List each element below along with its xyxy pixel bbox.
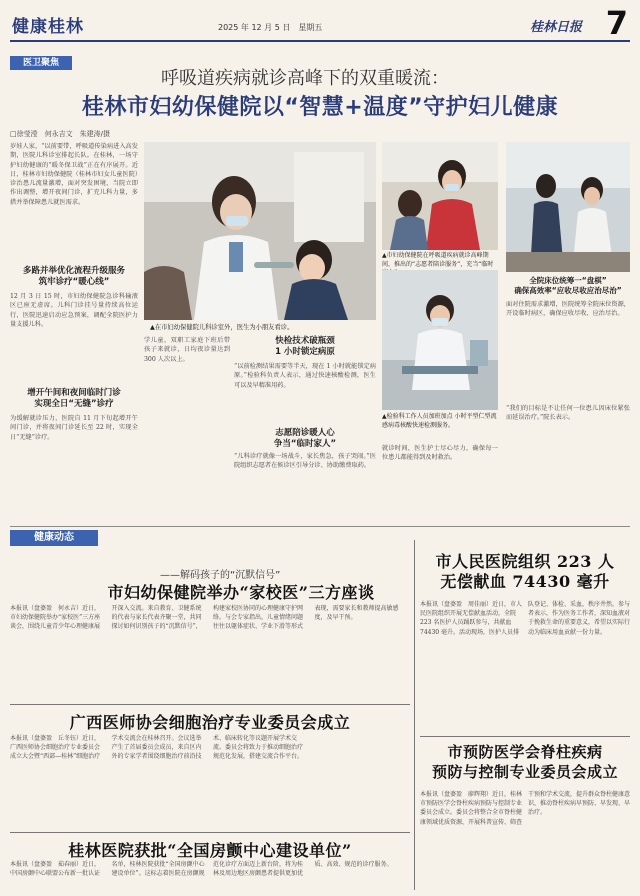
column-rule [414, 540, 415, 890]
page-header [10, 4, 630, 42]
story-kicker: 呼吸道疾病就诊高峰下的双重暖流： [161, 68, 449, 89]
news2-body: 本报讯（盘婆盈 周佳丽）近日，市人民医院组织开展无偿献血活动，全院 223 名医护人员踊跃参与，共献血 74430 毫升。活动现场，医护人员排队登记、体检、采血，秩序井然。参与者表示，作为医务工作者，深知血液对于挽救生命的重要意义，希望以实际行动为临床用血贡献一份力量。 [420, 601, 630, 636]
rule-news3 [10, 832, 410, 833]
news1-kicker: ——解码孩子的“沉默信号” [160, 570, 281, 581]
story-text-col2a: 学儿童，双职工家庭下班后带孩子来就诊，日均夜诊量达到 300 人次以上。 [144, 337, 230, 363]
news-section-tag: 健康动态 [10, 530, 98, 546]
subhead-volunteer: 志愿陪诊暖人心 争当“临时家人” [273, 428, 337, 449]
story-headline: 桂林市妇幼保健院以“智慧+温度”守护妇儿健康 [81, 95, 559, 120]
photo-waiting-area [506, 142, 630, 272]
story-text-col1a: 岁娃人家，“以前要带，呼吸道传染病进入高发期，医院儿科诊室排起长队。在桂林，一场守护妇幼健康的“暖冬保卫战”正在有序展开。近日，桂林市妇幼保健院（桂林市妇女儿童医院）诊治患儿流量激增，面对突发困境，当院立即作出调整，增开夜间门诊，扩充儿科力量，多措并举保障患儿就医需求。 [10, 143, 138, 206]
subhead-bed-coordination: 全院床位统筹一“盘棋” 确保高效率“应收尽收应治尽治” [514, 276, 622, 295]
story-text-col4a: 面对住院需求激增，医院统筹全院床位资源，开设临时病区，确保应收尽收、应治尽治。 [506, 301, 630, 318]
story-text-col2b: “以前检测结果需要等半天，现在 1 小时就能锁定病原。”检验科负责人表示，通过快速核酸检测，医生可以及早精准用药。 [234, 363, 376, 389]
story-text-col3a: 就诊时间，医生护士尽心尽力，确保每一位患儿都能得到及时救治。 [382, 445, 498, 462]
caption-volunteer: ▲市妇幼保健院在呼吸道疾病就诊高峰期间，推出的“志愿者陪诊服务”，充当“临时 [382, 252, 494, 268]
story-text-col4b: “我们的目标是不让任何一位患儿因床位紧张而延误治疗。”院长表示。 [506, 405, 630, 422]
photo-lab [382, 270, 498, 410]
news2-headline: 市人民医院组织 223 人 无偿献血 74430 毫升 [435, 552, 615, 591]
story-text-col2c: “儿科诊疗就像一场战斗，家长焦急，孩子哭闹。”医院组织志愿者在候诊区引导分诊、协助缴费取药。 [234, 453, 376, 470]
caption-lab: ▲检验科工作人员加班加点 小时平型仁型流感病毒核酸快速检测服务。 [382, 413, 497, 429]
issue-date: 2025 年 12 月 5 日 星期五 [218, 23, 323, 32]
news4-headline: 市预防医学会脊柱疾病 预防与控制专业委员会成立 [431, 743, 618, 781]
page-number: 7 [605, 4, 628, 42]
photo-volunteer [382, 142, 498, 250]
subhead-optimize: 多路并举优化流程升级服务 筑牢诊疗“暖心线” [22, 266, 125, 287]
caption-pediatric: ▲在市妇幼保健院儿科诊室外，医生为小朋友看诊。 [150, 324, 294, 331]
rule-news1 [10, 704, 410, 705]
story-byline: □徐莹滢 何永吉文 朱建涛/摄 [10, 130, 110, 138]
story-text-col1c: 为缓解就诊压力，医院自 11 月下旬起增开午间门诊，并将夜间门诊延长至 22 时，实现全日“无缝”诊疗。 [10, 415, 138, 441]
photo-pediatric-exam [144, 142, 376, 320]
subhead-extra-clinic: 增开午间和夜间临时门诊 实现全日“无缝”诊疗 [27, 388, 121, 409]
section-divider [10, 526, 630, 527]
news3-body: 本报讯（盘婆盈 丘冬钰）近日，广西医师协会细胞治疗专业委员会成立大会暨“西部—桂林”细胞治疗学术交流会在桂林召开。会议选举产生了首届委员会成员，来自区内外的专家学者围绕细胞治疗前沿技术、临床转化等议题开展学术交流。委员会将致力于推动细胞治疗规范化发展，搭建交流合作平台。 [10, 735, 304, 761]
story-text-col1b: 12 月 3 日 15 时，市妇幼保健院急诊科输液区已座无虚席。儿科门诊挂号量持续高位运行，医院迅速启动应急预案，调配全院医护力量支援儿科。 [10, 293, 138, 328]
column-tag: 医卫聚焦 [10, 56, 72, 70]
news1-body: 本报讯（盘婆盈 何永吉）近日，市妇幼保健院举办“家校医”三方座谈会，围绕儿童青少年心理健康展开深入交流。来自教育、卫健系统的代表与家长代表齐聚一堂，共同探讨如何识别孩子的“沉默信号”，构建家校医协同的心理健康守护网络。与会专家指出，儿童情绪问题往往以躯体症状、学业下滑等形式表现，需要家长和教师提高敏感度，及早干预。 [10, 605, 399, 631]
news5-headline: 桂林医院获批“全国房颤中心建设单位” [68, 841, 352, 860]
section-title: 健康桂林 [12, 17, 84, 37]
news4-body: 本报讯（盘婆盈 廖辉翔）近日，桂林市预防医学会脊柱疾病预防与控制专业委员会成立。委员会将整合全市脊柱健康领域优质资源，开展科普宣传、筛查干预和学术交流，提升群众脊柱健康意识，推动脊柱疾病早预防、早发现、早治疗。 [420, 791, 630, 826]
news5-body: 本报讯（盘婆盈 茹春丽）近日，中国房颤中心联盟公布新一批认证名单，桂林医院获批“全国房颤中心建设单位”。这标志着医院在房颤规范化诊疗方面迈上新台阶，将为桂林及周边地区房颤患者提供更加优质、高效、规范的诊疗服务。 [10, 861, 393, 878]
news3-headline: 广西医师协会细胞治疗专业委员会成立 [69, 713, 351, 732]
rule-news2 [420, 736, 630, 737]
news1-headline: 市妇幼保健院举办“家校医”三方座谈 [107, 583, 375, 602]
subhead-rapid-test: 快检技术破瓶颈 1 小时锁定病原 [275, 336, 335, 357]
masthead-logo: 桂林日报 [530, 20, 583, 35]
